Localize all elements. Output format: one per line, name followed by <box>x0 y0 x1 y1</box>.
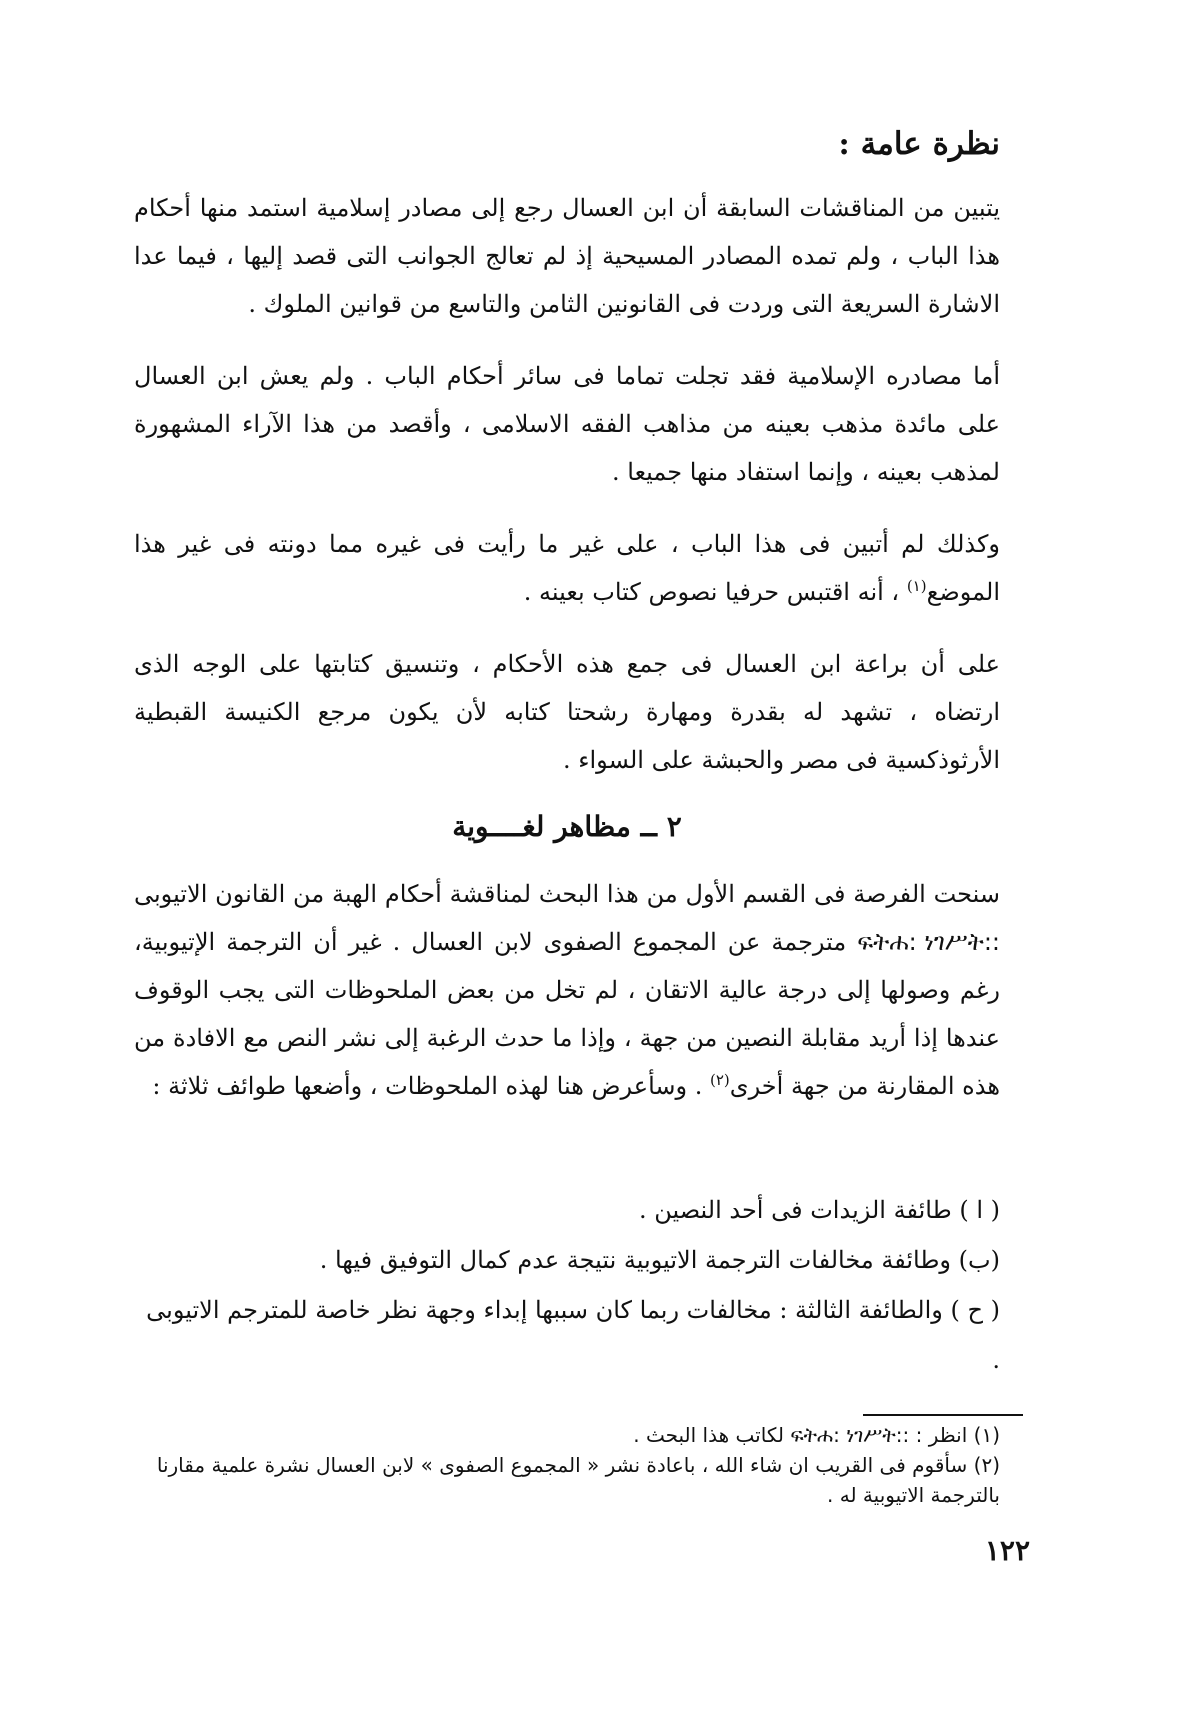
footnote-ref-1: (١) <box>906 577 927 595</box>
section-title: ٢ ــ مظاهر لغــــوية <box>452 810 682 843</box>
list-item <box>134 1285 1000 1385</box>
footnote-1-marker: (١) <box>973 1423 1000 1447</box>
paragraph-5-text-1: سنحت الفرصة فى القسم الأول من هذا البحث لمناقشة أحكام الهبة من القانون الاتيوبى <box>134 880 1000 908</box>
list-item <box>134 1235 1000 1285</box>
footnote-1 <box>134 1420 1000 1450</box>
paragraph-2: أما مصادره الإسلامية فقد تجلت تماما فى سائر أحكام الباب . ولم يعش ابن العسال على مائدة مذهب بعينه من مذاهب الفقه الاسلامى ، وأقصد من هذا الآراء المشهورة لمذهب بعينه ، وإنما استفاد منها جميعا . <box>134 362 1000 486</box>
ethiopic-title: ፍትሐ: ነገሥት:: <box>857 928 1000 956</box>
footnote-1-ethiopic: ፍትሐ: ነገሥት:: <box>790 1423 910 1447</box>
footnote-2: (٢) سأقوم فى القريب ان شاء الله ، باعادة نشر « المجموع الصفوى » لابن العسال نشرة علمية مقارنا بالترجمة الاتيوبية له . <box>156 1453 1000 1507</box>
list-item-text: طائفة الزيدات فى أحد النصين . <box>638 1196 952 1224</box>
paragraph-3-text-end: ، أنه اقتبس حرفيا نصوص كتاب بعينه . <box>523 578 907 606</box>
paragraph-5-text-3: . وسأعرض هنا لهذه الملحوظات ، وأضعها طوائف ثلاثة : <box>152 1072 710 1100</box>
footnote-1-lead: انظر : <box>915 1423 968 1447</box>
page-number: ١٢٢ <box>984 1534 1030 1567</box>
list-marker: ( ا ) <box>959 1196 1000 1224</box>
category-list <box>134 1185 1000 1385</box>
footnotes <box>134 1420 1000 1510</box>
paragraph-1: يتبين من المناقشات السابقة أن ابن العسال رجع إلى مصادر إسلامية استمد منها أحكام هذا الباب ، ولم تمده المصادر المسيحية إذ لم تعالج الجوانب التى قصد إليها ، فيما عدا الاشارة السريعة التى وردت فى القانونين الثامن والتاسع من قوانين الملوك . <box>134 194 1000 318</box>
footnote-1-tail: لكاتب هذا البحث . <box>633 1423 784 1447</box>
list-marker: (ب) <box>958 1246 1000 1274</box>
paragraph-3 <box>134 520 1000 616</box>
paragraph-5 <box>134 870 1000 1110</box>
page-heading: نظرة عامة : <box>838 126 1000 162</box>
list-marker: ( ح ) <box>950 1296 1000 1324</box>
paragraph-5-text-2: مترجمة عن المجموع الصفوى لابن العسال . غير أن الترجمة الإتيوبية، رغم وصولها إلى درجة عالية الاتقان ، لم تخل من بعض الملحوظات التى يجب الوقوف عندها إذا أريد مقابلة النصين من جهة ، وإذا ما حدث الرغبة إلى نشر النص مع الافادة من هذه المقارنة من جهة أخرى <box>134 928 1000 1100</box>
footnote-ref-2: (٢) <box>710 1071 730 1089</box>
paragraph-4: على أن براعة ابن العسال فى جمع هذه الأحكام ، وتنسيق كتابتها على الوجه الذى ارتضاه ، تشهد له بقدرة ومهارة رشحتا كتابه لأن يكون مرجع الكنيسة القبطية الأرثوذكسية فى مصر والحبشة على السواء . <box>134 650 1000 774</box>
list-item-text: والطائفة الثالثة : مخالفات ربما كان سببها إبداء وجهة نظر خاصة للمترجم الاتيوبى . <box>146 1296 1000 1374</box>
list-item <box>134 1185 1000 1235</box>
footnote-divider <box>863 1414 1023 1416</box>
list-item-text: وطائفة مخالفات الترجمة الاتيوبية نتيجة عدم كمال التوفيق فيها . <box>319 1246 952 1274</box>
paragraph-3-text-start: وكذلك لم أتبين فى هذا الباب ، على غير ما رأيت فى غيره مما دونته فى غير هذا الموضع <box>134 530 1001 606</box>
